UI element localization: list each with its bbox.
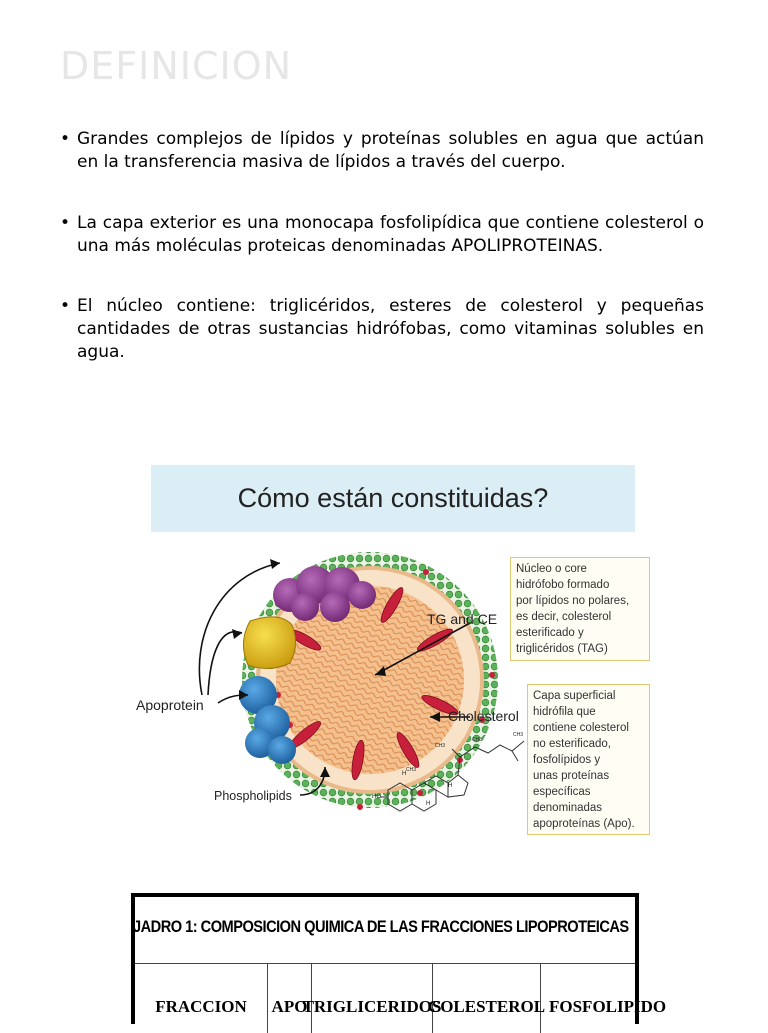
list-item [60, 212, 704, 258]
page-title: DEFINICION [60, 44, 293, 88]
methyl-label: CH3 [513, 732, 524, 738]
box-line: apoproteínas (Apo). [533, 818, 635, 830]
box-line: hidrófobo formado [516, 579, 610, 591]
table-caption [135, 897, 635, 964]
cholesterol-label: Cholesterol [448, 708, 519, 724]
methyl-label: CH3 [435, 743, 446, 749]
box-line: por lípidos no polares, [516, 595, 630, 607]
hydroxyl-label: HO [372, 794, 381, 800]
hydrogen-label: H [402, 771, 407, 777]
box-line: denominadas [533, 802, 603, 814]
list-item [60, 128, 704, 174]
box-line: Capa superficial [533, 690, 616, 702]
header-colesterol: COLESTEROL [433, 963, 541, 1033]
apoprotein-label: Apoprotein [136, 697, 204, 713]
bullet-text: La capa exterior es una monocapa fosfolipídica que contiene colesterol o una más moléculas proteicas denominadas APOLIPROTEINAS. [77, 213, 704, 256]
header-trigliceridos: TRIGLICERIDOS [312, 963, 433, 1033]
table-caption-text: JADRO 1: COMPOSICION QUIMICA DE LAS FRACCIONES LIPOPROTEICAS [133, 917, 629, 936]
composition-table [131, 893, 667, 1024]
hydrogen-label: H [448, 783, 453, 789]
figure-heading: Cómo están constituidas? [151, 465, 635, 532]
methyl-label: CH3 [472, 737, 483, 743]
box-line: no esterificado, [533, 738, 611, 750]
list-item [60, 295, 704, 364]
methyl-label: CH3 [406, 767, 417, 773]
box-line: fosfolípidos y [533, 754, 601, 766]
bullet-text: El núcleo contiene: triglicéridos, esteres de colesterol y pequeñas cantidades de otras sustancias hidrófobas, como vitaminas solubles en agua. [77, 296, 704, 362]
bullet-icon: • [60, 296, 71, 316]
core-description-box [510, 557, 650, 661]
box-line: unas proteínas [533, 770, 610, 782]
box-line: esterificado y [516, 627, 584, 639]
lipoprotein-diagram [130, 545, 650, 845]
table-header-row [135, 963, 667, 1033]
box-line: hidrófila que [533, 706, 596, 718]
definition-list [60, 128, 704, 402]
header-apo: APO [268, 963, 312, 1033]
box-line: es decir, colesterol [516, 611, 612, 623]
surface-description-box [527, 684, 650, 835]
header-fraccion: FRACCION [135, 963, 268, 1033]
header-fosfolipido: FOSFOLIPIDO [549, 997, 667, 1016]
tg-ce-label: TG and CE [427, 611, 498, 627]
box-line: específicas [533, 786, 591, 798]
box-line: Núcleo o core [516, 563, 587, 575]
bullet-icon: • [60, 129, 71, 149]
apoprotein-yellow [243, 617, 295, 669]
hydrogen-label: H [426, 801, 431, 807]
bullet-icon: • [60, 213, 71, 233]
box-line: triglicéridos (TAG) [516, 643, 608, 655]
bullet-text: Grandes complejos de lípidos y proteínas solubles en agua que actúan en la transferencia masiva de lípidos a través del cuerpo. [77, 129, 704, 172]
phospholipids-label: Phospholipids [214, 789, 292, 803]
box-line: contiene colesterol [533, 722, 629, 734]
